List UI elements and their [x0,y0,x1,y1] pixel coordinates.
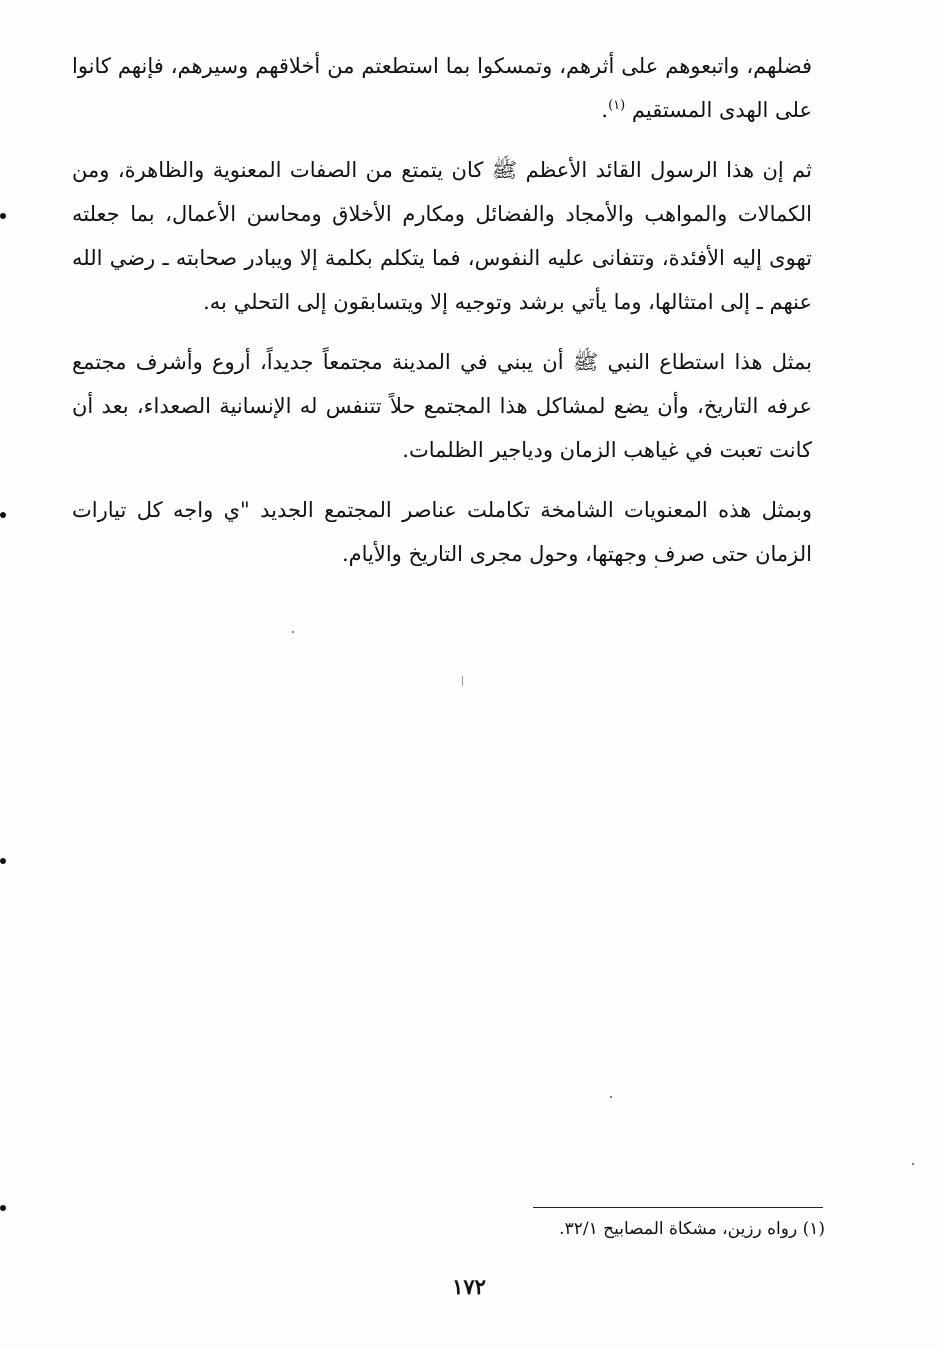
scan-speck [292,631,294,633]
body-text [72,44,812,592]
paragraph-1 [72,44,812,132]
scan-mark [0,858,6,864]
paragraph-1-text: فضلهم، واتبعوهم على أثرهم، وتمسكوا بما استطعتم من أخلاقهم وسيرهم، فإنهم كانوا على الهدى المستقيم [72,54,812,122]
scan-speck [462,676,463,686]
footnote-reference: (١) [608,98,626,113]
scan-mark [0,213,6,219]
scan-mark [0,1205,6,1211]
scan-mark [0,512,6,518]
paragraph-2: ثم إن هذا الرسول القائد الأعظم ﷺ كان يتمتع من الصفات المعنوية والظاهرة، ومن الكمالات والمواهب والأمجاد والفضائل ومكارم الأخلاق ومحاسن الأعمال، بما جعلته تهوى إليه الأفئدة، وتتفانى عليه النفوس، فما يتكلم بكلمة إلا ويبادر صحابته ـ رضي الله عنهم ـ إلى امتثالها، وما يأتي برشد وتوجيه إلا ويتسابقون إلى التحلي به. [72,158,812,314]
paragraph-3: بمثل هذا استطاع النبي ﷺ أن يبني في المدينة مجتمعاً جديداً، أروع وأشرف مجتمع عرفه التاريخ، وأن يضع لمشاكل هذا المجتمع حلاً تتنفس له الإنسانية الصعداء، بعد أن كانت تعبت في غياهب الزمان ودياجير الظلمات. [72,350,812,462]
footnote: (١) رواه رزين، مشكاة المصابيح ٣٢/١. [559,1219,825,1239]
scan-speck [912,1163,914,1165]
page-number: ١٧٢ [452,1274,486,1299]
footnote-divider [533,1207,823,1208]
scan-speck [655,566,657,568]
scan-speck [610,1096,612,1098]
paragraph-4: وبمثل هذه المعنويات الشامخة تكاملت عناصر المجتمع الجديد "ي واجه كل تيارات الزمان حتى صرف وجهتها، وحول مجرى التاريخ والأيام. [72,498,812,566]
paragraph-1-tail: . [601,98,609,122]
